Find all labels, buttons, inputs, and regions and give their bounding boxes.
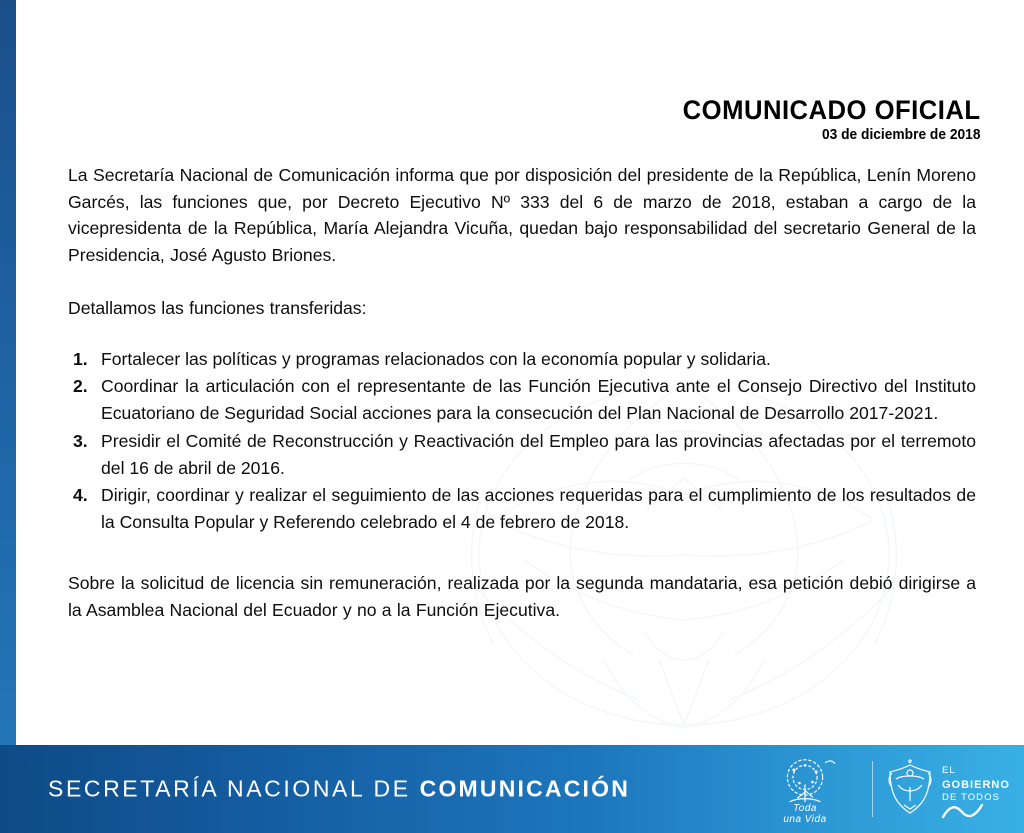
- list-item: Dirigir, coordinar y realizar el seguimiento de las acciones requeridas para el cumplimiento de los resultados de la Consulta Popular y Referendo celebrado el 4 de febrero de 2018.: [101, 485, 976, 533]
- document-body: [68, 162, 976, 623]
- swoosh-icon: [942, 803, 984, 819]
- gobierno-line-1: EL: [942, 765, 956, 776]
- transferred-functions-list: [68, 346, 976, 536]
- footer-brand-bold: COMUNICACIÓN: [419, 775, 631, 802]
- footer-brand: [48, 776, 630, 803]
- footer-brand-light: SECRETARÍA NACIONAL DE: [48, 775, 420, 802]
- left-accent-bar: [0, 0, 16, 745]
- list-item: Presidir el Comité de Reconstrucción y Reactivación del Empleo para las provincias afectadas por el terremoto del 16 de abril de 2016.: [101, 430, 976, 478]
- gobierno-logo: [884, 757, 1014, 823]
- toda-line-2: una Vida: [783, 813, 827, 825]
- lead-paragraph: La Secretaría Nacional de Comunicación informa que por disposición del presidente de la República, Lenín Moreno Garcés, las funciones que, por Decreto Ejecutivo Nº 333 del 6 de marzo de 2018, estaban a cargo de la vicepresidenta de la República, María Alejandra Vicuña, quedan bajo responsabilidad del secretario General de la Presidencia, José Agusto Briones.: [68, 165, 976, 266]
- gobierno-line-3: DE TODOS: [942, 792, 1001, 804]
- list-subheading: Detallamos las funciones transferidas:: [68, 297, 367, 318]
- page-title: COMUNICADO OFICIAL: [682, 95, 980, 125]
- gobierno-line-2: GOBIERNO: [942, 778, 1010, 791]
- document-date: 03 de diciembre de 2018: [821, 127, 980, 144]
- toda-line-1: Toda: [793, 803, 817, 814]
- list-item: Fortalecer las políticas y programas relacionados con la economía popular y solidaria.: [101, 348, 771, 369]
- footer-divider: [872, 761, 873, 817]
- list-item: Coordinar la articulación con el representante de las Función Ejecutiva ante el Consejo Directivo del Instituto Ecuatoriano de Seguridad Social acciones para la consecución del Plan Nacional de Desarrollo 2017-2021.: [101, 376, 976, 424]
- closing-paragraph: Sobre la solicitud de licencia sin remuneración, realizada por la segunda mandataria, esa petición debió dirigirse a la Asamblea Nacional del Ecuador y no a la Función Ejecutiva.: [68, 572, 976, 620]
- tree-icon: [745, 757, 865, 809]
- toda-una-vida-caption: [745, 804, 865, 825]
- footer-bar: [0, 745, 1024, 833]
- gobierno-text: [942, 765, 1010, 805]
- ecuador-shield-icon: [884, 759, 936, 819]
- document-header: [667, 96, 980, 143]
- toda-una-vida-logo: [745, 757, 865, 823]
